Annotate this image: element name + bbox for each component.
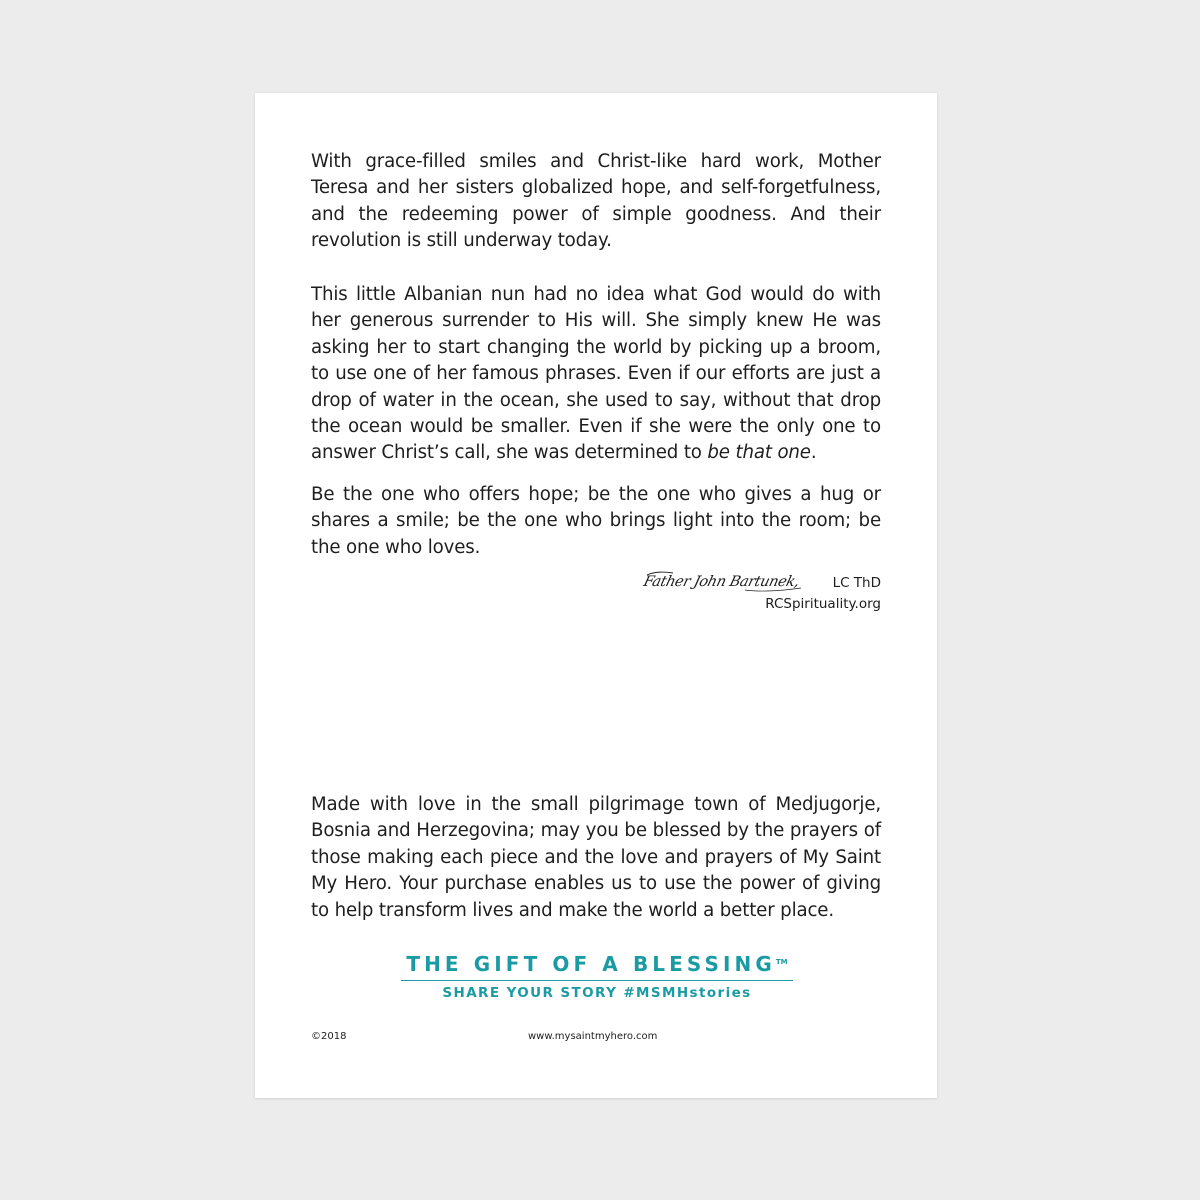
paragraph-intro-text: With grace-filled smiles and Christ-like hard work, Mother Teresa and her sisters globalized hope, and self-forgetfulness, and the redeeming power of simple goodness. And their revolution is still underway today. bbox=[311, 151, 881, 252]
paragraph-story bbox=[311, 282, 881, 467]
blessing-logo bbox=[401, 951, 793, 1001]
prayer-card bbox=[255, 93, 937, 1098]
paragraph-call-text: Be the one who offers hope; be the one who gives a hug or shares a smile; be the one who brings light into the room; be the one who loves. bbox=[311, 484, 881, 558]
trademark-mark: TM bbox=[775, 958, 788, 966]
paragraph-story-body: This little Albanian nun had no idea what God would do with her generous surrender to His will. She simply knew He was asking her to start changing the world by picking up a broom, to use one of her famous phrases. Even if our efforts are just a drop of water in the ocean, she used to say, without that drop the ocean would be smaller. Even if she were the only one to answer Christ’s call, she was determined to bbox=[311, 284, 881, 464]
paragraph-intro bbox=[311, 149, 881, 255]
blessing-divider bbox=[401, 980, 793, 981]
copyright-notice: ©2018 bbox=[311, 1031, 347, 1042]
paragraph-made-with-love-text: Made with love in the small pilgrimage town of Medjugorje, Bosnia and Herzegovina; may you be blessed by the prayers of those making each piece and the love and prayers of My Saint My Hero. Your purchase enables us to use the power of giving to help transform lives and make the world a better place. bbox=[311, 794, 881, 921]
blessing-subtitle: SHARE YOUR STORY #MSMHstories bbox=[442, 985, 752, 1001]
paragraph-story-text bbox=[311, 282, 881, 467]
paragraph-call bbox=[311, 482, 881, 561]
signature-credentials: LC ThD bbox=[832, 575, 881, 591]
signature-name: Father John Bartunek, bbox=[641, 573, 801, 590]
blessing-title bbox=[401, 951, 793, 977]
paragraph-made-with-love bbox=[311, 792, 881, 924]
signature-website: RCSpirituality.org bbox=[765, 596, 881, 612]
signature-line bbox=[641, 569, 881, 593]
blessing-title-text: THE GIFT OF A BLESSING bbox=[406, 952, 776, 976]
paragraph-story-end: . bbox=[810, 442, 817, 464]
paragraph-story-emphasis: be that one bbox=[707, 442, 811, 464]
website-url: www.mysaintmyhero.com bbox=[528, 1031, 658, 1042]
signature-script bbox=[641, 569, 829, 593]
